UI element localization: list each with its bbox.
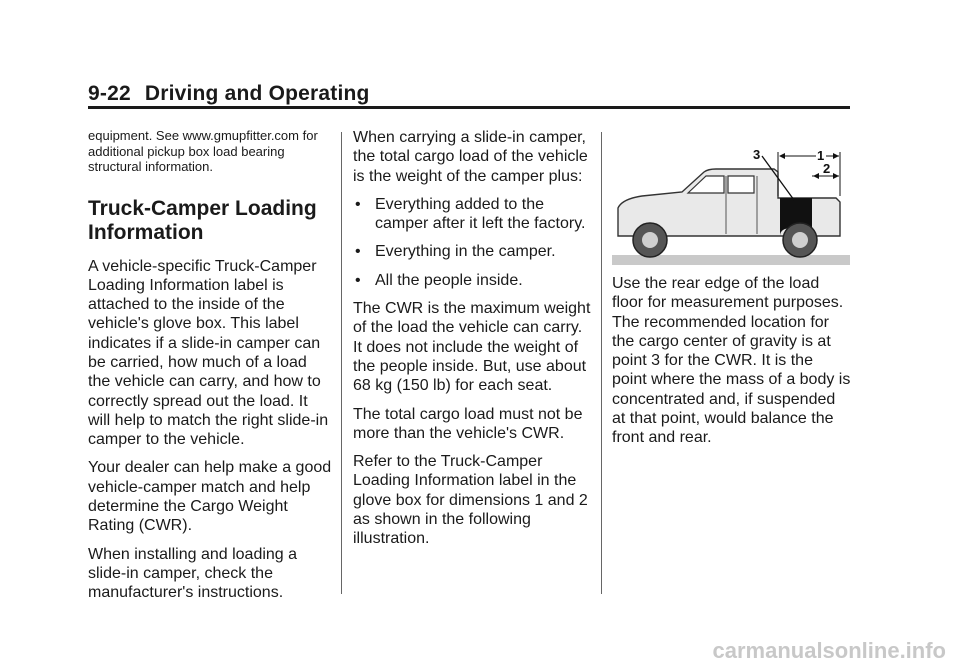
page-number: 9-22 xyxy=(88,82,131,105)
wheel-hub xyxy=(642,232,658,248)
intro-text: equipment. See www.gmupfitter.com for additional pickup box load bearing structural information. xyxy=(88,128,318,174)
wheel-hub xyxy=(792,232,808,248)
arrow-icon xyxy=(833,173,839,179)
label-3: 3 xyxy=(753,147,761,162)
paragraph-total-load: The total cargo load must not be more than the vehicle's CWR. xyxy=(353,405,583,442)
bullet-icon: • xyxy=(355,243,361,261)
column-divider-1 xyxy=(341,132,342,594)
list-item: • Everything in the camper. xyxy=(355,243,556,261)
column-divider-2 xyxy=(601,132,602,594)
label-2: 2 xyxy=(823,161,831,176)
paragraph-dealer: Your dealer can help make a good vehicle-camper match and help determine the Cargo Weight Rating (CWR). xyxy=(88,459,332,535)
bullet-icon: • xyxy=(355,195,361,213)
column-middle xyxy=(353,128,593,558)
paragraph-cwr: The CWR is the maximum weight of the load the vehicle can carry. It does not include the weight of the people inside. But, use about 68 kg (150 lb) for each seat. xyxy=(353,300,591,395)
page-header xyxy=(88,82,370,106)
section-title: Driving and Operating xyxy=(144,82,370,105)
truck-camper-diagram xyxy=(612,136,850,266)
column-left xyxy=(88,128,333,612)
header-rule xyxy=(88,106,850,109)
watermark: carmanualsonline.info xyxy=(712,638,946,663)
column-right xyxy=(612,128,852,457)
paragraph-label-info: A vehicle-specific Truck-Camper Loading Information label is attached to the inside of the vehicle's glove box. This label indicates if a slide-in camper can be carried, how much of a load the vehicle can carry, and how to correctly spread out the load. It will help to match the right slide-in camper to the vehicle. xyxy=(88,257,329,449)
paragraph-cargo-load: When carrying a slide-in camper, the total cargo load of the vehicle is the weight of the camper plus: xyxy=(353,129,588,185)
paragraph-rear-edge: Use the rear edge of the load floor for measurement purposes. The recommended location for the cargo center of gravity is at point 3 for the CWR. It is the point where the mass of a body is concentrated and, if suspended at that point, would balance the front and rear. xyxy=(612,275,851,447)
arrow-icon xyxy=(833,153,839,159)
section-heading: Truck-Camper Loading Information xyxy=(88,196,317,244)
list-item: • All the people inside. xyxy=(355,271,523,289)
arrow-icon xyxy=(779,153,785,159)
paragraph-refer-label: Refer to the Truck-Camper Loading Information label in the glove box for dimensions 1 and 2 as shown in the following illustration. xyxy=(353,453,588,548)
list-item: • Everything added to the camper after it left the factory. xyxy=(355,195,586,233)
label-1: 1 xyxy=(817,148,825,163)
rear-window xyxy=(728,176,754,193)
paragraph-installing: When installing and loading a slide-in camper, check the manufacturer's instructions. xyxy=(88,545,298,602)
arrow-icon xyxy=(813,173,819,179)
cargo-bullet-list xyxy=(353,195,593,290)
bullet-icon: • xyxy=(355,271,361,289)
